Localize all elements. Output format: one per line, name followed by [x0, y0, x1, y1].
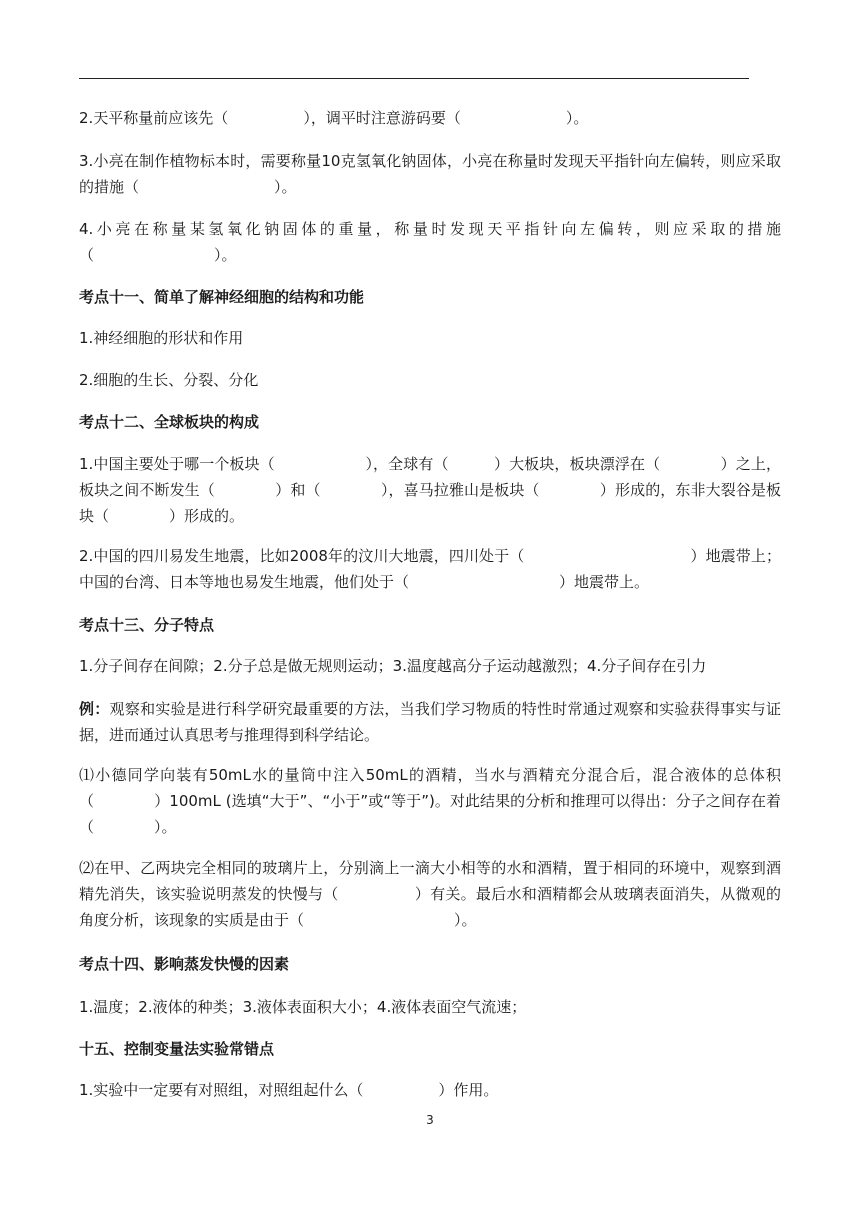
question-3: 3.小亮在制作植物标本时，需要称量10克氢氧化钠固体，小亮在称量时发现天平指针向左偏转，则应采取的措施（ ）。 [79, 152, 781, 196]
question-4: 4.小亮在称量某氢氧化钠固体的重量，称量时发现天平指针向左偏转，则应采取的措施（ ）。 [79, 220, 781, 264]
page-number: 3 [426, 1113, 434, 1127]
section-13-sub-1: ⑴小德同学向装有50mL水的量筒中注入50mL的酒精，当水与酒精充分混合后，混合液体的总体积（ ）100mL (选填“大于”、“小于”或“等于”)。对此结果的分析和推理可以得出：分子之间存在着（ ）。 [79, 766, 781, 836]
section-11-item-2: 2.细胞的生长、分裂、分化 [79, 371, 259, 389]
question-2: 2.天平称量前应该先（ ），调平时注意游码要（ ）。 [79, 109, 589, 127]
section-14-item-1: 1.温度；2.液体的种类；3.液体表面积大小；4.液体表面空气流速； [79, 998, 527, 1016]
example-label: 例： [79, 700, 110, 718]
section-13-sub-2: ⑵在甲、乙两块完全相同的玻璃片上，分别滴上一滴大小相等的水和酒精，置于相同的环境中，观察到酒精先消失，该实验说明蒸发的快慢与（ ）有关。最后水和酒精都会从玻璃表面消失，从微观的角度分析，该现象的实质是由于（ ）。 [79, 859, 781, 929]
header-rule [79, 78, 749, 79]
section-11-heading: 考点十一、简单了解神经细胞的结构和功能 [79, 288, 365, 306]
section-12-item-2: 2.中国的四川易发生地震，比如2008年的汶川大地震，四川处于（ ）地震带上；中国的台湾、日本等地也易发生地震，他们处于（ ）地震带上。 [79, 547, 781, 591]
section-12-item-1: 1.中国主要处于哪一个板块（ ），全球有（ ）大板块，板块漂浮在（ ）之上，板块之间不断发生（ ）和（ ），喜马拉雅山是板块（ ）形成的，东非大裂谷是板块（ ）形成的。 [79, 455, 781, 525]
section-11-item-1: 1.神经细胞的形状和作用 [79, 329, 244, 347]
section-12-heading: 考点十二、全球板块的构成 [79, 413, 260, 431]
section-13-example [79, 696, 781, 748]
section-15-item-1: 1.实验中一定要有对照组，对照组起什么（ ）作用。 [79, 1081, 499, 1099]
section-15-heading: 十五、控制变量法实验常错点 [79, 1040, 275, 1058]
example-text: 观察和实验是进行科学研究最重要的方法，当我们学习物质的特性时常通过观察和实验获得事实与证据，进而通过认真思考与推理得到科学结论。 [79, 700, 781, 744]
section-13-item-1: 1.分子间存在间隙；2.分子总是做无规则运动；3.温度越高分子运动越激烈；4.分子间存在引力 [79, 657, 707, 675]
section-13-heading: 考点十三、分子特点 [79, 616, 215, 634]
section-14-heading: 考点十四、影响蒸发快慢的因素 [79, 955, 290, 973]
